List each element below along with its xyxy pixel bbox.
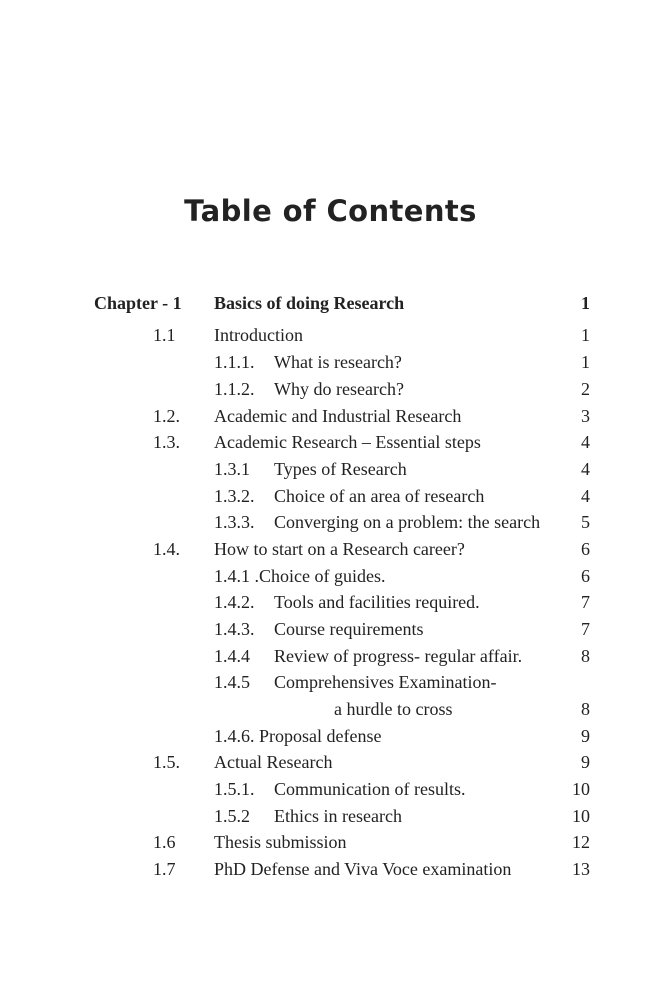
page-number: 7	[581, 592, 590, 612]
toc-subsection-row	[0, 724, 661, 748]
subsection-entry: 1.4.6. Proposal defense	[214, 726, 382, 746]
subsection-number: 1.4.3.	[214, 619, 255, 639]
toc-subsection-row	[0, 564, 661, 588]
subsection-number: 1.1.1.	[214, 352, 255, 372]
subsection-title: Ethics in research	[274, 806, 402, 826]
subsection-number: 1.4.5	[214, 672, 250, 692]
section-title: Actual Research	[214, 752, 333, 772]
subsection-title: Tools and facilities required.	[274, 592, 480, 612]
page-number: 12	[572, 832, 590, 852]
subsection-number: 1.5.1.	[214, 779, 255, 799]
page-number: 5	[581, 512, 590, 532]
section-number: 1.3.	[153, 432, 180, 452]
toc-continuation-row	[0, 697, 661, 721]
page-title: Table of Contents	[184, 194, 477, 228]
chapter-label: Chapter - 1	[94, 293, 182, 313]
subsection-title: Converging on a problem: the search	[274, 512, 541, 532]
section-number: 1.4.	[153, 539, 180, 559]
toc-section-row	[0, 750, 661, 774]
toc-section-row	[0, 323, 661, 347]
toc-subsection-row	[0, 350, 661, 374]
subsection-number: 1.3.3.	[214, 512, 255, 532]
page-number: 4	[581, 459, 590, 479]
toc-subsection-row	[0, 777, 661, 801]
toc-subsection-row	[0, 377, 661, 401]
section-title: Academic and Industrial Research	[214, 406, 462, 426]
subsection-number: 1.3.2.	[214, 486, 255, 506]
toc-section-row	[0, 830, 661, 854]
section-title: Academic Research – Essential steps	[214, 432, 481, 452]
toc-subsection-row	[0, 617, 661, 641]
toc-chapter-row	[0, 291, 661, 315]
subsection-title-continuation: a hurdle to cross	[334, 699, 453, 719]
toc-subsection-row	[0, 457, 661, 481]
toc-subsection-row	[0, 644, 661, 668]
subsection-title: Choice of an area of research	[274, 486, 485, 506]
section-number: 1.5.	[153, 752, 180, 772]
subsection-entry: 1.4.1 .Choice of guides.	[214, 566, 386, 586]
subsection-number: 1.3.1	[214, 459, 250, 479]
subsection-title: Why do research?	[274, 379, 404, 399]
subsection-number: 1.4.4	[214, 646, 250, 666]
subsection-number: 1.5.2	[214, 806, 250, 826]
page-number: 4	[581, 432, 590, 452]
toc-section-row	[0, 857, 661, 881]
subsection-title: What is research?	[274, 352, 402, 372]
section-title: Introduction	[214, 325, 303, 345]
section-title: Thesis submission	[214, 832, 347, 852]
toc-subsection-row	[0, 484, 661, 508]
subsection-title: Types of Research	[274, 459, 407, 479]
page-number: 1	[581, 325, 590, 345]
page-number: 6	[581, 566, 590, 586]
subsection-number: 1.4.2.	[214, 592, 255, 612]
subsection-title: Course requirements	[274, 619, 424, 639]
page-number: 2	[581, 379, 590, 399]
page-number: 9	[581, 752, 590, 772]
page-number: 10	[572, 779, 590, 799]
chapter-page-number: 1	[581, 293, 590, 313]
section-title: PhD Defense and Viva Voce examination	[214, 859, 512, 879]
section-number: 1.2.	[153, 406, 180, 426]
toc-section-row	[0, 537, 661, 561]
section-title: How to start on a Research career?	[214, 539, 465, 559]
toc-subsection-row	[0, 804, 661, 828]
section-number: 1.6	[153, 832, 176, 852]
page-number: 6	[581, 539, 590, 559]
page-number: 3	[581, 406, 590, 426]
toc-section-row	[0, 430, 661, 454]
subsection-title: Communication of results.	[274, 779, 466, 799]
page-number: 8	[581, 646, 590, 666]
section-number: 1.7	[153, 859, 176, 879]
toc-subsection-row	[0, 670, 661, 694]
page-number: 10	[572, 806, 590, 826]
toc-subsection-row	[0, 510, 661, 534]
page-number: 1	[581, 352, 590, 372]
chapter-title: Basics of doing Research	[214, 293, 405, 313]
page-number: 7	[581, 619, 590, 639]
toc-section-row	[0, 404, 661, 428]
page-number: 13	[572, 859, 590, 879]
subsection-title: Review of progress- regular affair.	[274, 646, 523, 666]
subsection-title: Comprehensives Examination-	[274, 672, 497, 692]
section-number: 1.1	[153, 325, 176, 345]
toc-subsection-row	[0, 590, 661, 614]
page-number: 4	[581, 486, 590, 506]
page-number: 8	[581, 699, 590, 719]
page-number: 9	[581, 726, 590, 746]
subsection-number: 1.1.2.	[214, 379, 255, 399]
